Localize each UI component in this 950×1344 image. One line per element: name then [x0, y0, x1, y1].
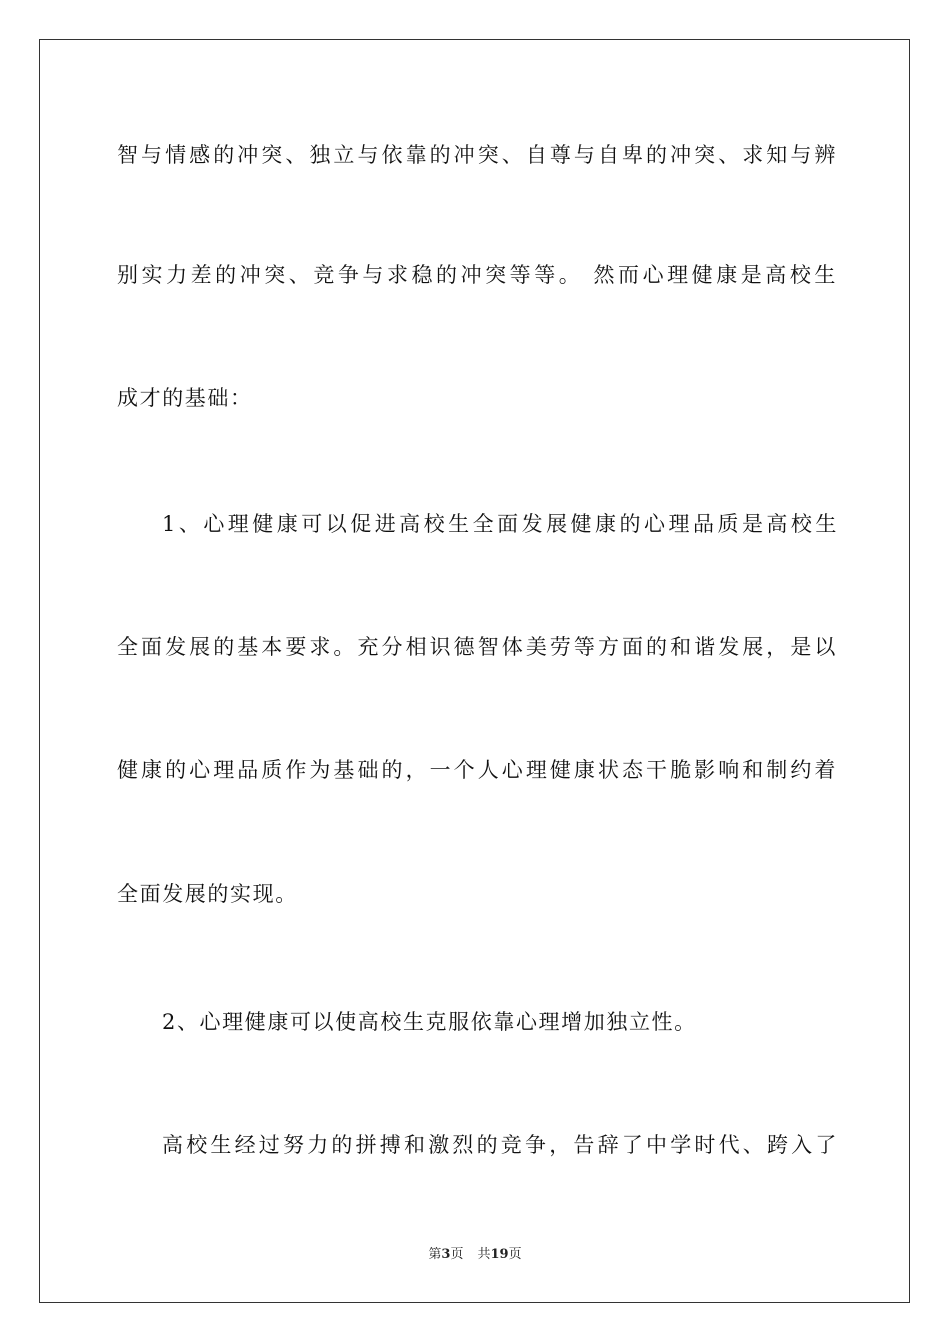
- footer-page-prefix: 第: [428, 1247, 442, 1262]
- paragraph-line-2: 别实力差的冲突、竞争与求稳的冲突等等。 然而心理健康是高校生: [117, 263, 837, 287]
- page-border: [39, 39, 910, 1303]
- footer-total-prefix: 共: [477, 1247, 491, 1262]
- footer-page-suffix: 页: [450, 1247, 464, 1262]
- page-footer: [0, 1246, 950, 1264]
- paragraph-line-1: 智与情感的冲突、独立与依靠的冲突、自尊与自卑的冲突、求知与辨: [117, 143, 837, 167]
- footer-page-number: 3: [441, 1247, 451, 1262]
- paragraph-line-4: 1、心理健康可以促进高校生全面发展健康的心理品质是高校生: [162, 512, 838, 536]
- footer-total-suffix: 页: [508, 1247, 522, 1262]
- paragraph-line-8: 2、心理健康可以使高校生克服依靠心理增加独立性。: [162, 1010, 697, 1034]
- paragraph-line-6: 健康的心理品质作为基础的，一个人心理健康状态干脆影响和制约着: [117, 758, 837, 782]
- footer-total-pages: 19: [490, 1247, 509, 1262]
- paragraph-line-9: 高校生经过努力的拼搏和激烈的竞争，告辞了中学时代、跨入了: [162, 1133, 838, 1157]
- paragraph-line-7: 全面发展的实现。: [117, 882, 298, 906]
- paragraph-line-5: 全面发展的基本要求。充分相识德智体美劳等方面的和谐发展，是以: [117, 635, 837, 659]
- paragraph-line-3: 成才的基础：: [117, 386, 253, 410]
